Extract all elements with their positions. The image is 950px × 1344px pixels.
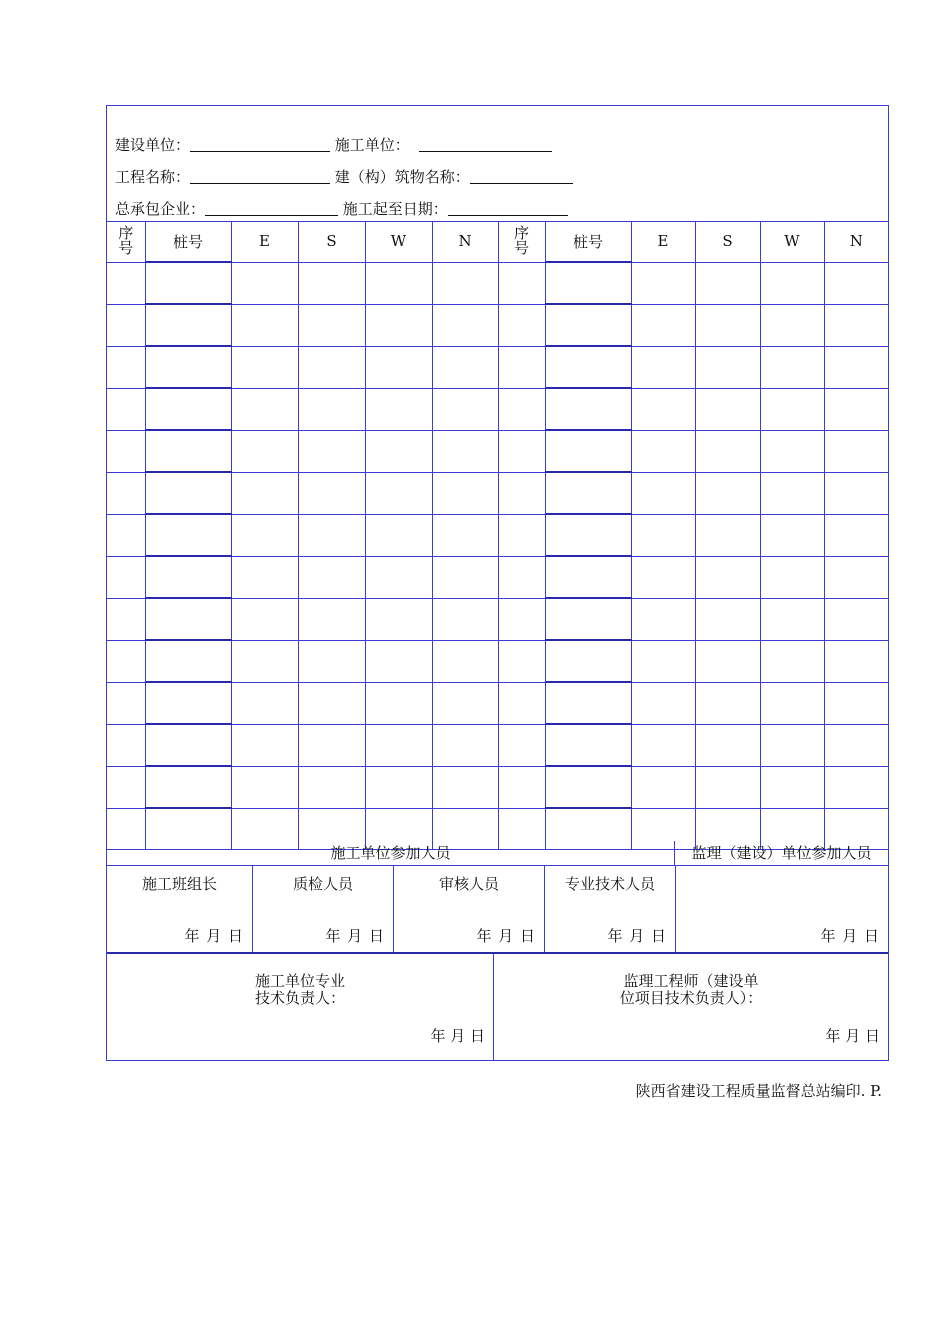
table-cell[interactable] [695,724,760,766]
table-cell[interactable] [145,430,231,472]
table-cell[interactable] [498,682,545,724]
table-cell[interactable] [231,682,298,724]
table-cell[interactable] [365,598,432,640]
table-cell[interactable] [824,388,888,430]
table-row [107,514,888,556]
table-cell[interactable] [631,388,695,430]
table-cell[interactable] [145,598,231,640]
table-cell[interactable] [631,514,695,556]
table-cell[interactable] [107,640,145,682]
table-cell[interactable] [432,388,498,430]
table-row [107,304,888,346]
col-pile-no: 桩号 [145,221,231,262]
table-cell[interactable] [432,262,498,304]
table-row [107,346,888,388]
contractor-tech-lead-date: 年 月 日 [430,1027,485,1045]
table-cell[interactable] [107,766,145,808]
table-cell[interactable] [107,556,145,598]
table-cell[interactable] [298,640,365,682]
col-pile-no-2: 桩号 [545,221,631,262]
table-cell[interactable] [545,640,631,682]
table-cell[interactable] [545,262,631,304]
construction-period-label: 施工起至日期： [342,200,448,218]
contractor-tech-lead-title-1: 施工单位专业 [254,972,345,990]
table-cell[interactable] [545,346,631,388]
construction-owner-label: 建设单位： [115,136,191,154]
table-cell[interactable] [695,598,760,640]
table-cell[interactable] [824,472,888,514]
table-cell[interactable] [298,766,365,808]
table-cell[interactable] [545,514,631,556]
table-cell[interactable] [631,766,695,808]
table-row [107,598,888,640]
table-cell[interactable] [545,766,631,808]
table-cell[interactable] [298,304,365,346]
table-cell[interactable] [231,640,298,682]
table-cell[interactable] [365,640,432,682]
table-cell[interactable] [695,262,760,304]
table-cell[interactable] [432,430,498,472]
table-cell[interactable] [145,640,231,682]
table-cell[interactable] [231,388,298,430]
table-cell[interactable] [145,346,231,388]
table-cell[interactable] [631,682,695,724]
table-cell[interactable] [107,304,145,346]
table-cell[interactable] [760,304,824,346]
table-cell[interactable] [365,388,432,430]
signature-supervision[interactable]: 年 月 日 [820,927,880,945]
table-cell[interactable] [365,346,432,388]
table-cell[interactable] [298,514,365,556]
table-cell[interactable] [695,556,760,598]
table-cell[interactable] [545,388,631,430]
table-cell[interactable] [145,388,231,430]
table-cell[interactable] [631,724,695,766]
table-cell[interactable] [695,640,760,682]
table-cell[interactable] [695,430,760,472]
table-cell[interactable] [498,598,545,640]
col-e-2: E [631,221,695,262]
table-cell[interactable] [824,262,888,304]
table-cell[interactable] [824,766,888,808]
col-e: E [231,221,298,262]
table-cell[interactable] [498,640,545,682]
table-row [107,388,888,430]
table-cell[interactable] [145,556,231,598]
table-cell[interactable] [365,724,432,766]
table-cell[interactable] [298,556,365,598]
table-row [107,472,888,514]
table-cell[interactable] [760,472,824,514]
signature-quality-inspector[interactable]: 质检人员 年 月 日 [253,865,394,952]
table-cell[interactable] [107,598,145,640]
table-cell[interactable] [231,262,298,304]
table-cell[interactable] [145,262,231,304]
table-cell[interactable] [760,724,824,766]
table-cell[interactable] [298,262,365,304]
col-seq-2: 序 号 [498,221,545,262]
participants-header [107,841,888,866]
form-frame [106,105,889,1061]
col-w-2: W [760,221,824,262]
table-cell[interactable] [298,724,365,766]
construction-staff-label: 施工单位参加人员 [107,841,675,865]
table-cell[interactable] [824,304,888,346]
publisher-footer: 陕西省建设工程质量监督总站编印. P. [635,1082,882,1100]
table-cell[interactable] [498,388,545,430]
form-header [107,106,888,222]
table-cell[interactable] [631,430,695,472]
participants-signatures [107,865,888,954]
table-cell[interactable] [145,724,231,766]
supervision-staff-label: 监理（建设）单位参加人员 [691,844,872,862]
project-name-field[interactable] [190,169,330,184]
table-cell[interactable] [145,304,231,346]
col-seq: 序 号 [107,221,145,262]
contractor-tech-lead-title-2: 技术负责人： [254,989,345,1007]
table-cell[interactable] [298,682,365,724]
table-cell[interactable] [231,430,298,472]
table-row [107,724,888,766]
general-contractor-field[interactable] [205,201,338,216]
table-cell[interactable] [231,514,298,556]
supervising-engineer-title-2: 位项目技术负责人）： [619,989,763,1007]
col-w: W [365,221,432,262]
table-row [107,262,888,304]
table-row [107,640,888,682]
table-cell[interactable] [365,766,432,808]
col-s: S [298,221,365,262]
table-cell[interactable] [107,514,145,556]
table-cell[interactable] [760,598,824,640]
table-cell[interactable] [298,598,365,640]
signature-technician[interactable]: 专业技术人员 年 月 日 [545,865,676,952]
table-row [107,430,888,472]
table-cell[interactable] [107,388,145,430]
project-name-label: 工程名称： [115,168,191,186]
table-cell[interactable] [498,472,545,514]
table-cell[interactable] [145,514,231,556]
table-cell[interactable] [760,682,824,724]
table-cell[interactable] [298,472,365,514]
table-cell[interactable] [824,724,888,766]
col-n: N [432,221,498,262]
table-cell[interactable] [760,514,824,556]
table-cell[interactable] [231,556,298,598]
table-cell[interactable] [545,472,631,514]
table-cell[interactable] [145,472,231,514]
table-cell[interactable] [545,304,631,346]
table-cell[interactable] [695,766,760,808]
table-cell[interactable] [760,766,824,808]
table-cell[interactable] [631,304,695,346]
table-cell[interactable] [498,346,545,388]
table-cell[interactable] [498,430,545,472]
table-cell[interactable] [365,262,432,304]
table-cell[interactable] [631,346,695,388]
table-cell[interactable] [298,430,365,472]
table-cell[interactable] [498,556,545,598]
table-cell[interactable] [824,682,888,724]
table-cell[interactable] [498,724,545,766]
table-cell[interactable] [145,682,231,724]
header-line-1 [115,134,552,155]
table-cell[interactable] [432,640,498,682]
table-cell[interactable] [432,346,498,388]
table-cell[interactable] [695,682,760,724]
table-cell[interactable] [824,430,888,472]
table-cell[interactable] [760,388,824,430]
header-line-2 [115,166,573,187]
table-cell[interactable] [695,304,760,346]
table-cell[interactable] [545,556,631,598]
table-cell[interactable] [760,556,824,598]
construction-owner-field[interactable] [190,137,330,152]
table-cell[interactable] [432,472,498,514]
table-cell[interactable] [365,556,432,598]
structure-name-field[interactable] [470,169,573,184]
table-cell[interactable] [824,598,888,640]
table-cell[interactable] [107,262,145,304]
table-cell[interactable] [107,430,145,472]
col-s-2: S [695,221,760,262]
table-cell[interactable] [231,304,298,346]
table-cell[interactable] [760,262,824,304]
table-cell[interactable] [695,388,760,430]
contractor-field[interactable] [419,137,552,152]
table-cell[interactable] [231,724,298,766]
signature-team-leader[interactable]: 施工班组长 年 月 日 [107,865,253,952]
table-row [107,766,888,808]
table-cell[interactable] [231,598,298,640]
general-contractor-label: 总承包企业： [115,200,206,218]
table-cell[interactable] [498,304,545,346]
table-cell[interactable] [824,640,888,682]
contractor-label: 施工单位： [334,136,410,154]
table-cell[interactable] [545,724,631,766]
table-cell[interactable] [298,346,365,388]
table-cell[interactable] [107,724,145,766]
approval-section [107,954,888,1060]
table-cell[interactable] [760,346,824,388]
table-cell[interactable] [107,472,145,514]
table-cell[interactable] [365,304,432,346]
table-cell[interactable] [365,430,432,472]
supervising-engineer-date: 年 月 日 [825,1027,880,1045]
table-cell[interactable] [631,598,695,640]
signature-reviewer[interactable]: 审核人员 年 月 日 [394,865,545,952]
table-cell[interactable] [432,598,498,640]
table-cell[interactable] [231,472,298,514]
table-cell[interactable] [631,640,695,682]
table-cell[interactable] [432,724,498,766]
table-cell[interactable] [631,472,695,514]
table-cell[interactable] [231,766,298,808]
table-cell[interactable] [298,388,365,430]
construction-period-field[interactable] [448,201,568,216]
table-cell[interactable] [695,514,760,556]
table-cell[interactable] [432,682,498,724]
supervising-engineer-title-1: 监理工程师（建设单 [623,972,759,990]
table-cell[interactable] [432,766,498,808]
table-cell[interactable] [760,640,824,682]
table-cell[interactable] [498,766,545,808]
table-cell[interactable] [545,682,631,724]
header-line-3 [115,198,568,219]
table-cell[interactable] [365,514,432,556]
col-n-2: N [824,221,888,262]
table-cell[interactable] [432,514,498,556]
table-cell[interactable] [545,598,631,640]
table-cell[interactable] [145,766,231,808]
table-cell[interactable] [824,556,888,598]
table-cell[interactable] [107,346,145,388]
table-cell[interactable] [695,346,760,388]
structure-name-label: 建（构）筑物名称： [334,168,470,186]
table-row [107,682,888,724]
table-cell[interactable] [631,556,695,598]
measurement-table [107,221,888,850]
table-cell[interactable] [760,430,824,472]
table-cell[interactable] [365,682,432,724]
table-cell[interactable] [107,682,145,724]
table-cell[interactable] [824,514,888,556]
table-cell[interactable] [824,346,888,388]
table-cell[interactable] [432,556,498,598]
table-header-row [107,221,888,262]
table-cell[interactable] [498,262,545,304]
table-cell[interactable] [631,262,695,304]
table-cell[interactable] [545,430,631,472]
table-row [107,556,888,598]
supervising-engineer[interactable] [494,954,888,1060]
contractor-tech-lead[interactable] [107,954,494,1060]
table-cell[interactable] [432,304,498,346]
table-cell[interactable] [231,346,298,388]
table-cell[interactable] [498,514,545,556]
table-cell[interactable] [695,472,760,514]
table-cell[interactable] [365,472,432,514]
